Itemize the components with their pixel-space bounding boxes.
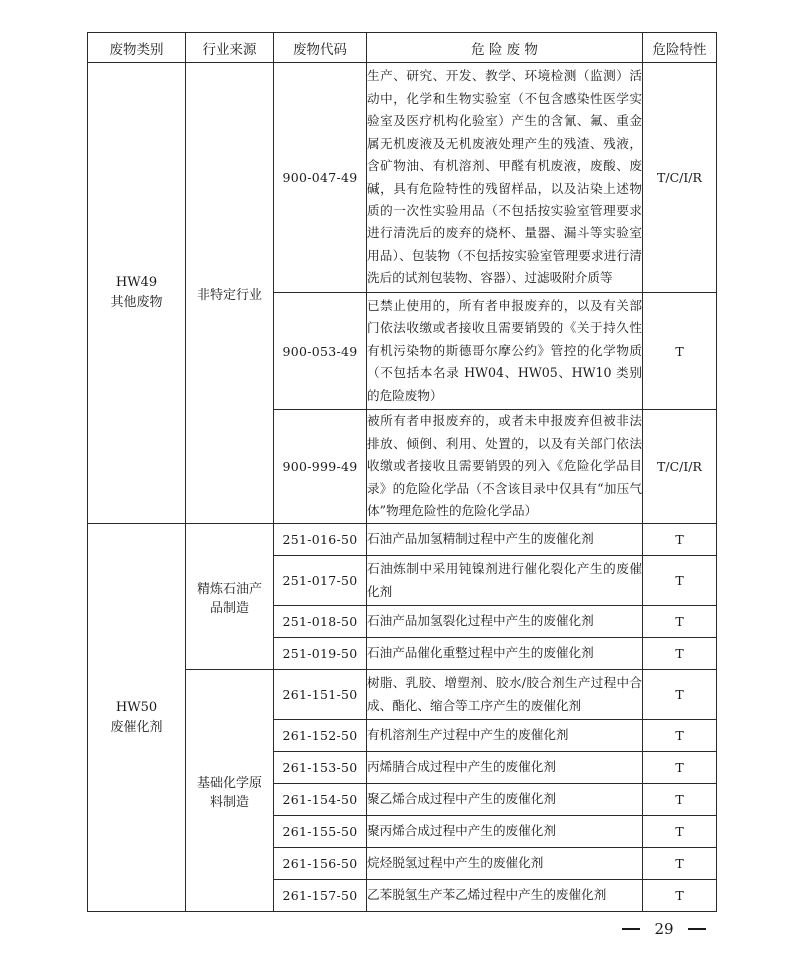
waste-description: 被所有者申报废弃的，或者未申报废弃但被非法排放、倾倒、利用、处置的，以及有关部门依法收缴或者接收且需要销毁的列入《危险化学品目录》的危险化学品（不含该目录中仅具有“加压气体”物理危险性的危险化学品） [367,410,643,524]
waste-code: 261-156-50 [274,848,367,880]
waste-description: 石油产品催化重整过程中产生的废催化剂 [367,638,643,670]
category-cell [88,524,186,912]
waste-code: 261-151-50 [274,670,367,720]
waste-code: 900-047-49 [274,63,367,293]
page-number-dash-left [622,928,640,930]
waste-code: 900-053-49 [274,293,367,410]
industry-source-cell: 基础化学原料制造 [186,670,274,912]
hazard-property: T [643,670,717,720]
page-number-dash-right [688,928,706,930]
waste-description: 石油炼制中采用钝镍剂进行催化裂化产生的废催化剂 [367,556,643,606]
waste-description: 石油产品加氢精制过程中产生的废催化剂 [367,524,643,556]
header-industry-source: 行业来源 [186,33,274,63]
waste-description: 聚乙烯合成过程中产生的废催化剂 [367,784,643,816]
page-footer [622,917,706,941]
hazard-property: T [643,606,717,638]
waste-code: 251-018-50 [274,606,367,638]
hazardous-waste-table [87,32,717,912]
category-code: HW50 [115,699,158,715]
hazard-property: T [643,556,717,606]
waste-code: 900-999-49 [274,410,367,524]
category-name: 废催化剂 [110,719,163,735]
page-number: 29 [654,920,674,938]
waste-description: 已禁止使用的，所有者申报废弃的，以及有关部门依法收缴或者接收且需要销毁的《关于持久性有机污染物的斯德哥尔摩公约》管控的化学物质（不包括本名录 HW04、HW05、HW10 类别的危险废物） [367,293,643,410]
waste-description: 树脂、乳胶、增塑剂、胶水/胶合剂生产过程中合成、酯化、缩合等工序产生的废催化剂 [367,670,643,720]
waste-code: 251-017-50 [274,556,367,606]
hazard-property: T [643,720,717,752]
waste-code: 261-153-50 [274,752,367,784]
waste-description: 烷烃脱氢过程中产生的废催化剂 [367,848,643,880]
header-hazardous-waste: 危 险 废 物 [367,33,643,63]
waste-code: 261-152-50 [274,720,367,752]
waste-description: 丙烯腈合成过程中产生的废催化剂 [367,752,643,784]
category-name: 其他废物 [110,295,163,310]
waste-code: 261-155-50 [274,816,367,848]
hazard-property: T [643,524,717,556]
hazard-property: T [643,816,717,848]
category-code: HW49 [115,275,158,290]
waste-description: 生产、研究、开发、教学、环境检测（监测）活动中，化学和生物实验室（不包含感染性医学实验室及医疗机构化验室）产生的含氰、氟、重金属无机废液及无机废液处理产生的残渣、残液，含矿物油、有机溶剂、甲醛有机废液，废酸、废碱，具有危险特性的残留样品，以及沾染上述物质的一次性实验用品（不包括按实验室管理要求进行清洗后的废弃的烧杯、量器、漏斗等实验室用品）、包装物（不包括按实验室管理要求进行清洗后的试剂包装物、容器）、过滤吸附介质等 [367,63,643,293]
waste-description: 聚丙烯合成过程中产生的废催化剂 [367,816,643,848]
header-waste-code: 废物代码 [274,33,367,63]
waste-description: 有机溶剂生产过程中产生的废催化剂 [367,720,643,752]
hazard-property: T/C/I/R [643,63,717,293]
waste-description: 石油产品加氢裂化过程中产生的废催化剂 [367,606,643,638]
waste-code: 251-016-50 [274,524,367,556]
hazard-property: T [643,752,717,784]
header-waste-category: 废物类别 [88,33,186,63]
hazard-property: T [643,293,717,410]
category-cell [88,63,186,524]
industry-source-cell: 精炼石油产品制造 [186,524,274,670]
hazard-property: T [643,638,717,670]
hazard-property: T/C/I/R [643,410,717,524]
hazard-property: T [643,784,717,816]
waste-description: 乙苯脱氢生产苯乙烯过程中产生的废催化剂 [367,880,643,912]
table-header-row [88,33,717,63]
header-hazard-property: 危险特性 [643,33,717,63]
hazard-property: T [643,848,717,880]
hazard-property: T [643,880,717,912]
waste-code: 261-157-50 [274,880,367,912]
industry-source-cell: 非特定行业 [186,63,274,524]
waste-code: 261-154-50 [274,784,367,816]
waste-code: 251-019-50 [274,638,367,670]
table-row [88,63,717,293]
table-row [88,524,717,556]
